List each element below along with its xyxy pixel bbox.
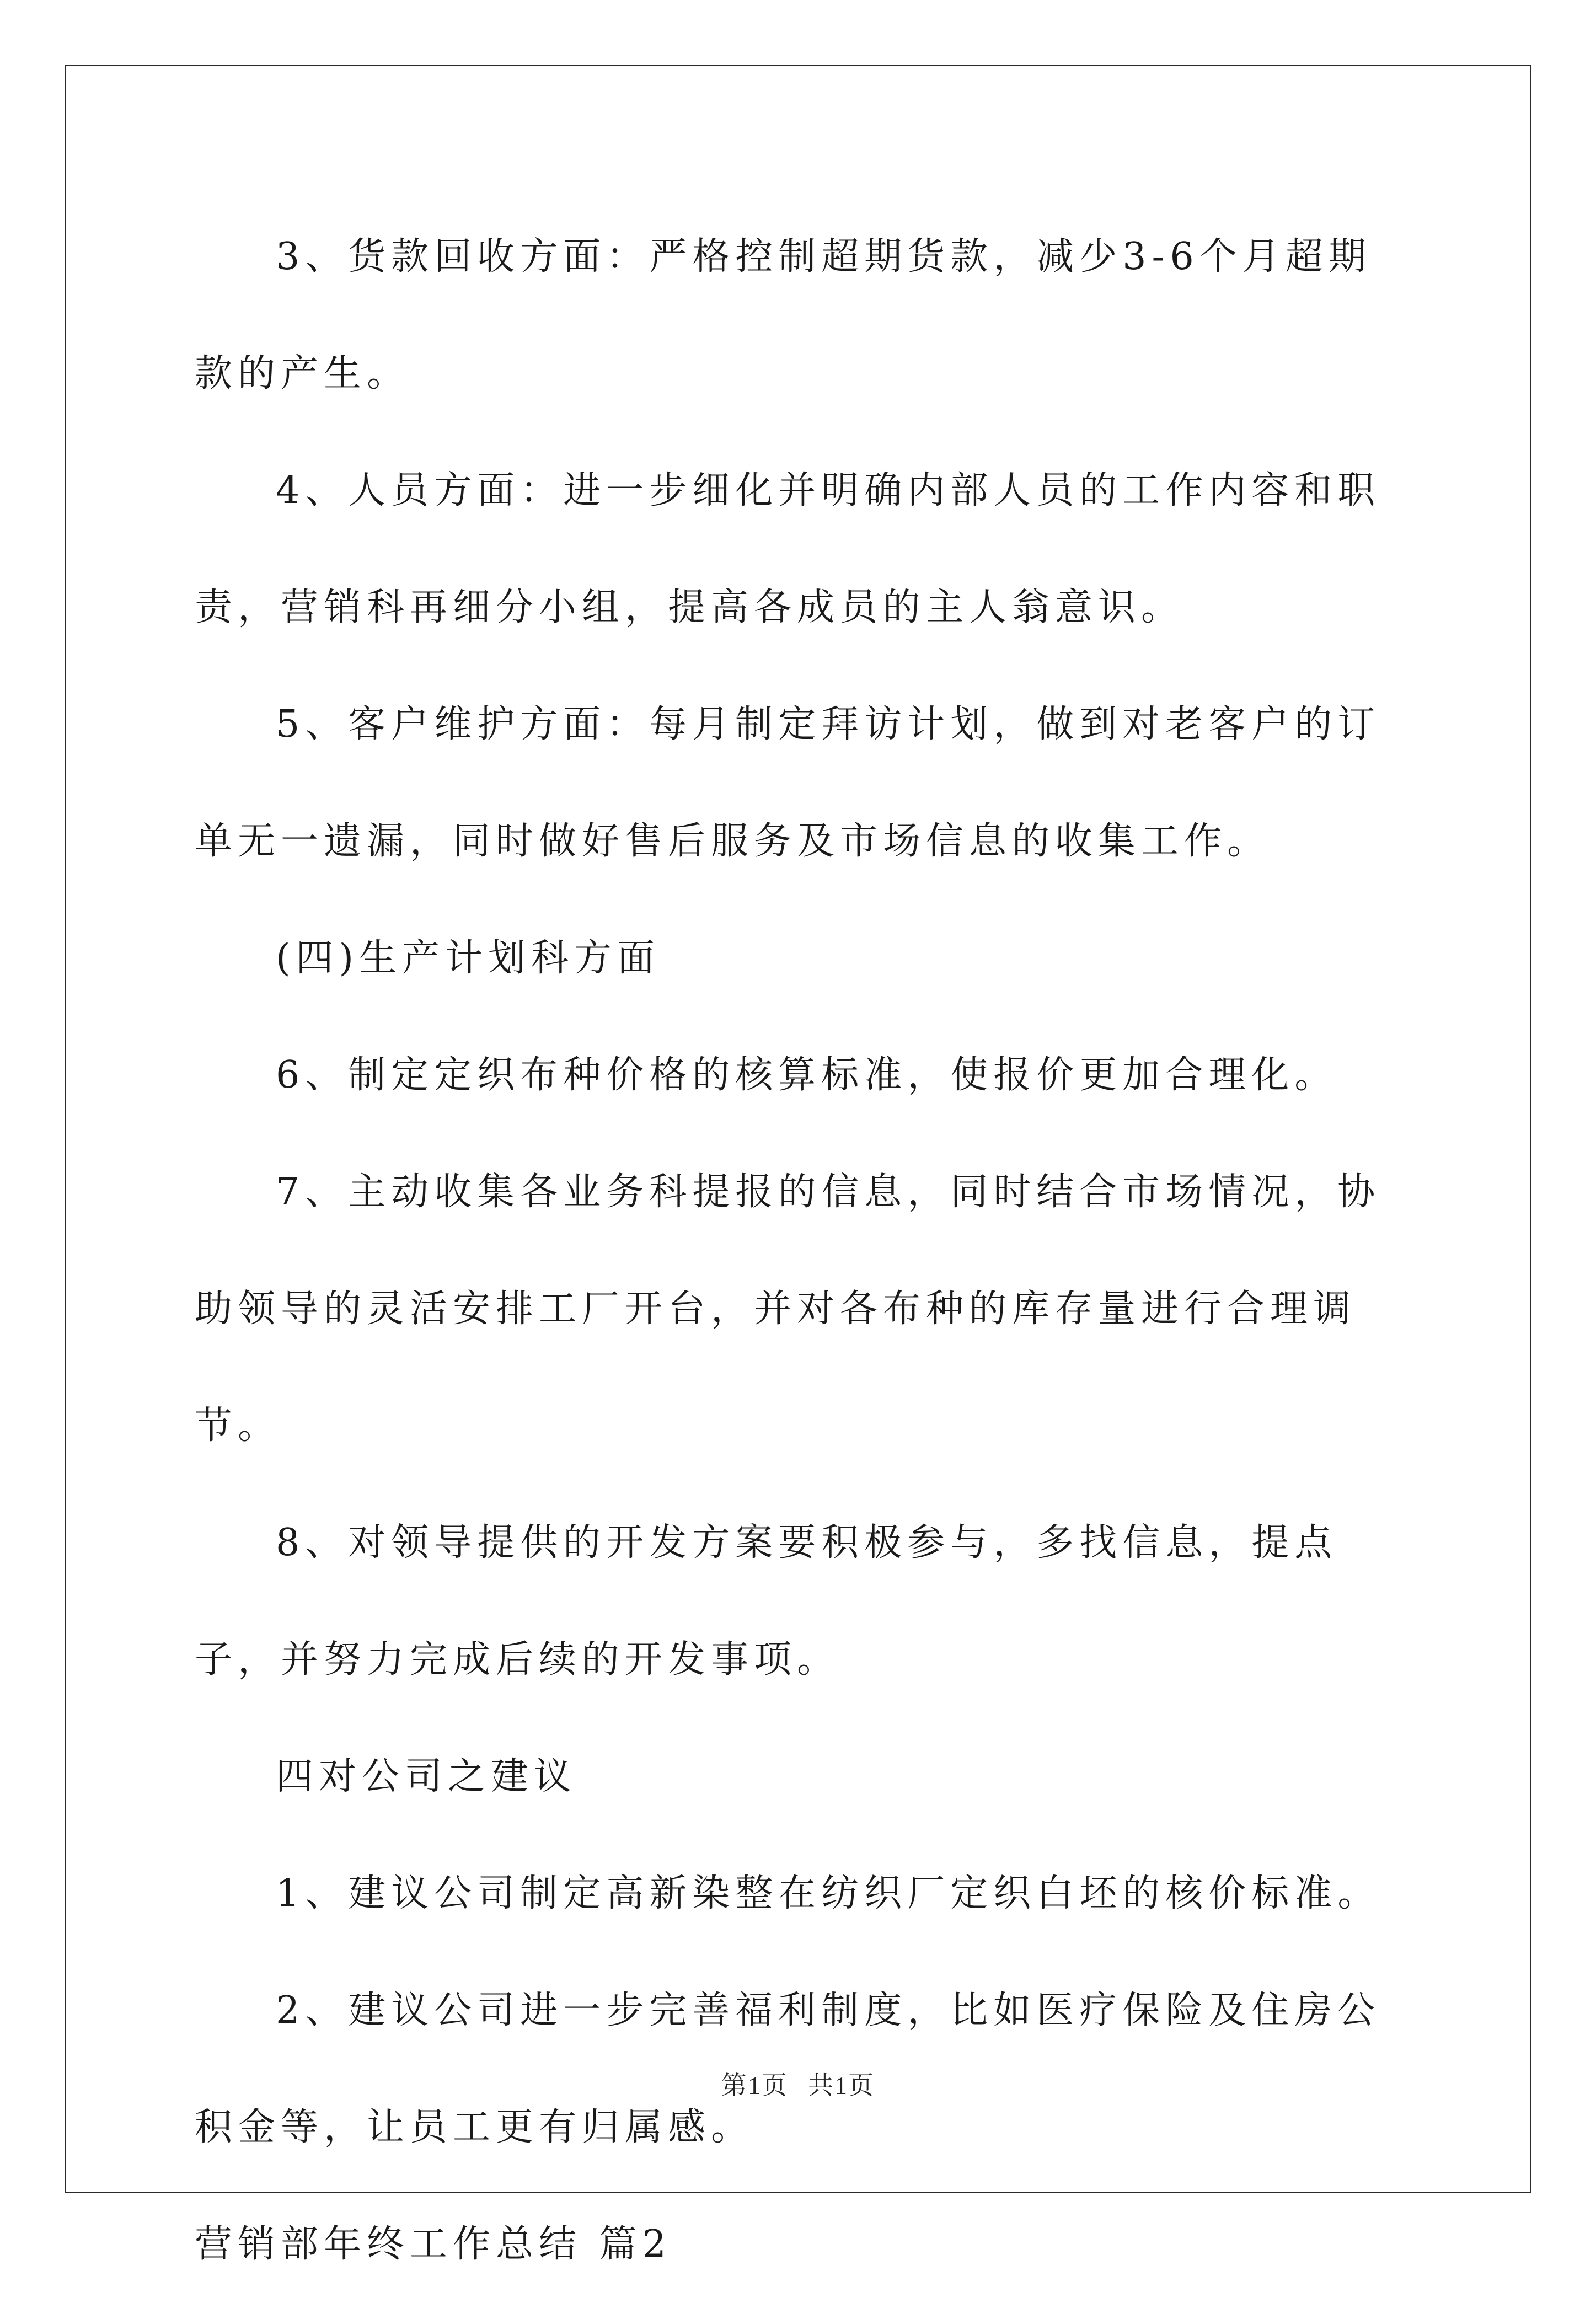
paragraph-development-plan: 8、对领导提供的开发方案要积极参与，多找信息，提点子，并努力完成后续的开发事项。	[195, 1521, 1338, 1681]
subheading-suggestions: 四对公司之建议	[276, 1755, 577, 1798]
section-title: 营销部年终工作总结 篇2	[195, 2222, 672, 2266]
paragraph-info-collection: 7、主动收集各业务科提报的信息，同时结合市场情况，协助领导的灵活安排工厂开台，并对各布种的库存量进行合理调节。	[195, 1170, 1381, 1448]
paragraph-payment-collection: 3、货款回收方面：严格控制超期货款，减少3-6个月超期款的产生。	[195, 235, 1372, 395]
page-footer	[0, 2065, 1596, 2102]
paragraph-personnel: 4、人员方面：进一步细化并明确内部人员的工作内容和职责，营销科再细分小组，提高各成员的主人翁意识。	[195, 469, 1381, 629]
page-number-current: 第1页	[721, 2071, 788, 2100]
paragraph-pricing-standard: 6、制定定织布种价格的核算标准，使报价更加合理化。	[276, 1053, 1338, 1097]
paragraph-suggestion-2: 2、建议公司进一步完善福利制度，比如医疗保险及住房公积金等，让员工更有归属感。	[195, 1989, 1381, 2149]
subheading-production-planning: (四)生产计划科方面	[276, 936, 661, 980]
paragraph-customer-maintenance: 5、客户维护方面：每月制定拜访计划，做到对老客户的订单无一遗漏，同时做好售后服务及市场信息的收集工作。	[195, 703, 1381, 863]
document-body	[195, 199, 1402, 2303]
paragraph-suggestion-1: 1、建议公司制定高新染整在纺织厂定织白坯的核价标准。	[276, 1872, 1381, 1915]
page-number-total: 共1页	[808, 2071, 875, 2100]
